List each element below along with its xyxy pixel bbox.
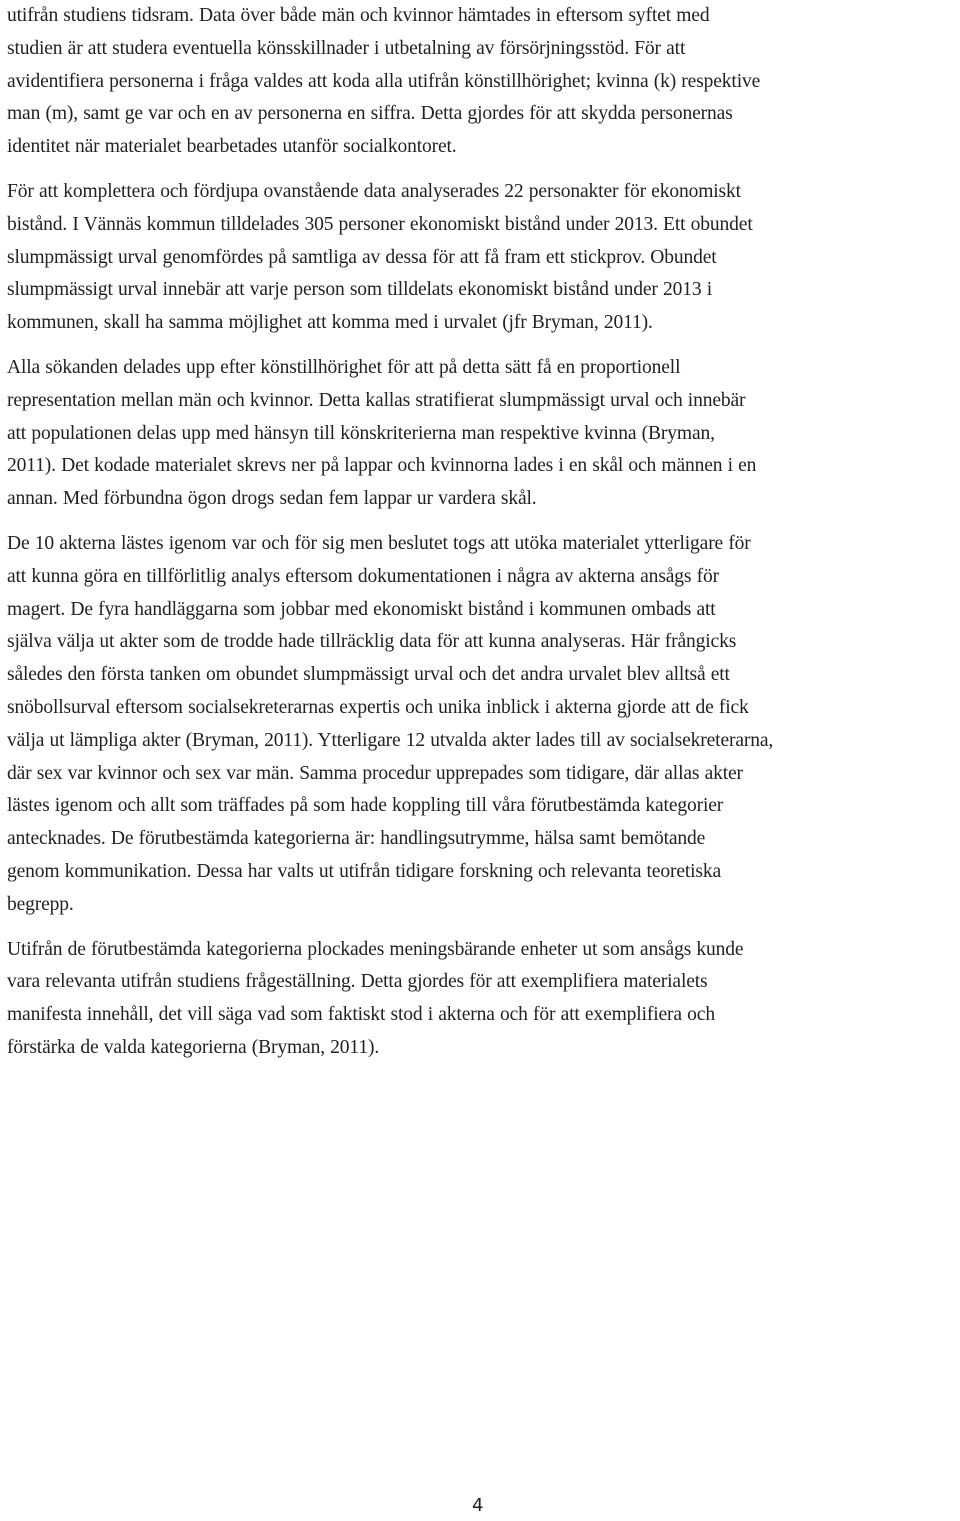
- text-line: 2011). Det kodade materialet skrevs ner på lappar och kvinnorna lades i en skål och männen i en: [7, 455, 757, 477]
- text-line: själva välja ut akter som de trodde hade tillräcklig data för att kunna analyseras. Här frångicks: [7, 631, 737, 653]
- text-line: antecknades. De förutbestämda kategorierna är: handlingsutrymme, hälsa samt bemötande: [7, 828, 706, 850]
- text-line: att populationen delas upp med hänsyn till könskriterierna man respektive kvinna (Bryman,: [7, 422, 715, 444]
- text-line: magert. De fyra handläggarna som jobbar med ekonomiskt bistånd i kommunen ombads att: [7, 598, 716, 620]
- paragraph: [7, 528, 957, 922]
- paragraph: [7, 176, 957, 340]
- text-line: genom kommunikation. Dessa har valts ut utifrån tidigare forskning och relevanta teoretiska: [7, 860, 722, 882]
- text-line: slumpmässigt urval genomfördes på samtliga av dessa för att få fram ett stickprov. Obundet: [7, 246, 717, 268]
- text-line: bistånd. I Vännäs kommun tilldelades 305 personer ekonomiskt bistånd under 2013. Ett obundet: [7, 213, 753, 235]
- text-line: manifesta innehåll, det vill säga vad som faktiskt stod i akterna och för att exemplifiera och: [7, 1004, 715, 1026]
- paragraph: [7, 352, 957, 516]
- text-line: Utifrån de förutbestämda kategorierna plockades meningsbärande enheter ut som ansågs kunde: [7, 938, 744, 960]
- text-line: studien är att studera eventuella könsskillnader i utbetalning av försörjningsstöd. För att: [7, 37, 686, 59]
- text-line: att kunna göra en tillförlitlig analys eftersom dokumentationen i några av akterna ansågs för: [7, 565, 719, 587]
- text-line: snöbollsurval eftersom socialsekreterarnas expertis och unika inblick i akterna gjorde att de fick: [7, 696, 749, 718]
- text-line: välja ut lämpliga akter (Bryman, 2011). Ytterligare 12 utvalda akter lades till av socialsekreterarna,: [7, 729, 774, 751]
- body-text: [7, 0, 957, 1077]
- text-line: representation mellan män och kvinnor. Detta kallas stratifierat slumpmässigt urval och innebär: [7, 389, 746, 411]
- text-line: slumpmässigt urval innebär att varje person som tilldelats ekonomiskt bistånd under 2013 i: [7, 279, 712, 301]
- text-line: förstärka de valda kategorierna (Bryman, 2011).: [7, 1036, 380, 1058]
- text-line: begrepp.: [7, 893, 74, 915]
- text-line: identitet när materialet bearbetades utanför socialkontoret.: [7, 136, 457, 158]
- text-line: där sex var kvinnor och sex var män. Samma procedur upprepades som tidigare, där allas akter: [7, 762, 743, 784]
- text-line: man (m), samt ge var och en av personerna en siffra. Detta gjordes för att skydda personernas: [7, 103, 733, 125]
- text-line: annan. Med förbundna ögon drogs sedan fem lappar ur vardera skål.: [7, 488, 537, 510]
- text-line: kommunen, skall ha samma möjlighet att komma med i urvalet (jfr Bryman, 2011).: [7, 312, 653, 334]
- page-number: 4: [472, 1495, 484, 1516]
- text-line: utifrån studiens tidsram. Data över både män och kvinnor hämtades in eftersom syftet med: [7, 5, 710, 26]
- paragraph: [7, 0, 957, 164]
- text-line: Alla sökanden delades upp efter könstillhörighet för att på detta sätt få en proportionell: [7, 356, 681, 378]
- text-line: således den första tanken om obundet slumpmässigt urval och det andra urvalet blev alltså ett: [7, 664, 730, 686]
- text-line: För att komplettera och fördjupa ovanstående data analyserades 22 personakter för ekonomiskt: [7, 180, 741, 202]
- text-line: vara relevanta utifrån studiens frågeställning. Detta gjordes för att exemplifiera materialets: [7, 971, 708, 993]
- text-line: lästes igenom och allt som träffades på som hade koppling till våra förutbestämda kategorier: [7, 795, 724, 817]
- paragraph: [7, 934, 957, 1065]
- text-line: De 10 akterna lästes igenom var och för sig men beslutet togs att utöka materialet ytterligare för: [7, 532, 751, 554]
- text-line: avidentifiera personerna i fråga valdes att koda alla utifrån könstillhörighet; kvinna (k) respektive: [7, 70, 761, 92]
